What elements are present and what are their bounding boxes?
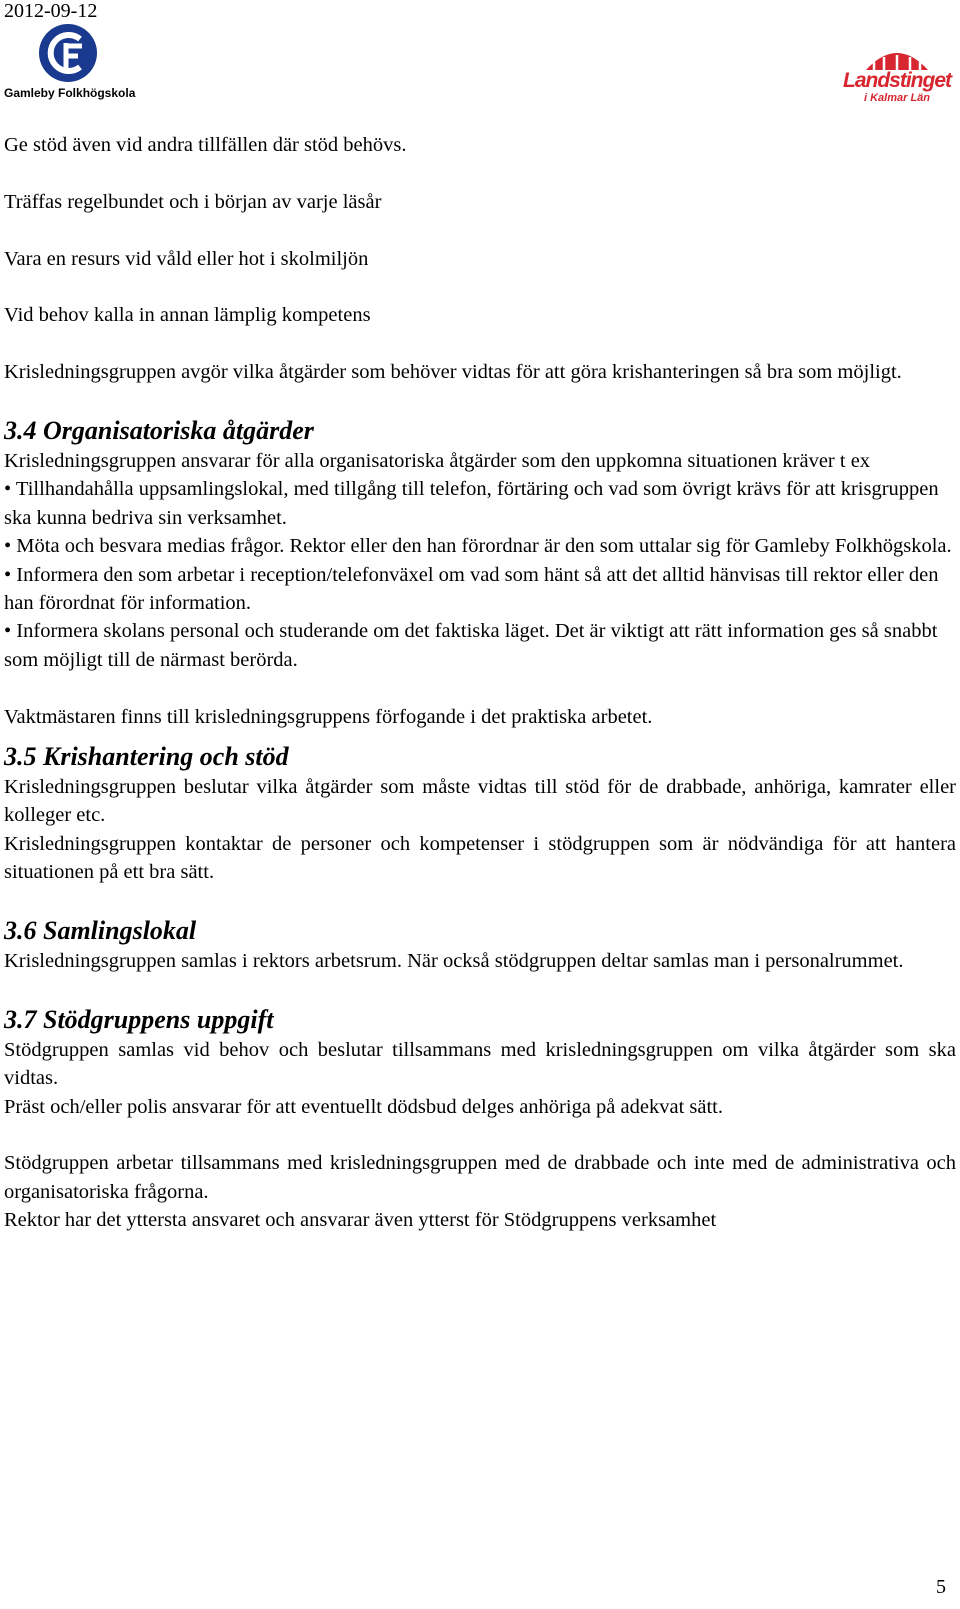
section-3-7-paragraph: Präst och/eller polis ansvarar för att eventuellt dödsbud delges anhöriga på adekvat sätt. [4,1095,723,1118]
section-3-7-paragraph: Stödgruppen samlas vid behov och beslutar tillsammans med krisledningsgruppen om vilka åtgärder som ska vidtas. [4,1038,956,1090]
section-3-7-heading: 3.7 Stödgruppens uppgift [4,1004,274,1034]
landstinget-logo-icon [860,44,934,70]
landstinget-logo [838,44,956,108]
document-date: 2012-09-12 [4,0,98,22]
section-3-4-intro: Krisledningsgruppen ansvarar för alla organisatoriska åtgärder som den uppkomna situationen kräver t ex [4,449,871,472]
section-3-4-bullet: • Informera den som arbetar i reception/telefonväxel om vad som hänt så att det alltid hänvisas till rektor eller den han förordnat för information. [4,563,939,615]
gamleby-logo [2,20,137,104]
section-3-6-paragraph: Krisledningsgruppen samlas i rektors arbetsrum. När också stödgruppen deltar samlas man i personalrummet. [4,950,904,973]
section-3-5-paragraph: Krisledningsgruppen kontaktar de personer och kompetenser i stödgruppen som är nödvändiga för att hantera situationen på ett bra sätt. [4,832,956,884]
landstinget-logo-subtext: i Kalmar Län [863,92,931,104]
page-number: 5 [936,1576,946,1598]
landstinget-logo-text: Landstinget [843,69,951,92]
section-3-5-heading: 3.5 Krishantering och stöd [4,742,289,772]
document-body [4,131,956,1235]
section-3-4-bullet: • Tillhandahålla uppsamlingslokal, med tillgång till telefon, förtäring och vad som övrigt krävs för att krisgruppen ska kunna bedriva sin verksamhet. [4,478,939,529]
section-3-7-paragraph: Rektor har det yttersta ansvaret och ansvarar även ytterst för Stödgruppens verksamhet [4,1209,717,1232]
intro-line-2: Träffas regelbundet och i början av varje läsår [4,190,382,213]
section-3-4-bullet: • Möta och besvara medias frågor. Rektor eller den han förordnar är den som uttalar sig för Gamleby Folkhögskola. [4,535,952,558]
intro-line-4: Vid behov kalla in annan lämplig kompetens [4,304,371,327]
section-3-4-closing: Vaktmästaren finns till krisledningsgruppens förfogande i det praktiska arbetet. [4,705,653,728]
gamleby-logo-text: Gamleby Folkhögskola [4,86,136,100]
section-3-7-paragraph: Stödgruppen arbetar tillsammans med krisledningsgruppen med de drabbade och inte med de administrativa och organisatoriska frågorna. [4,1152,956,1203]
section-3-5-paragraph: Krisledningsgruppen beslutar vilka åtgärder som måste vidtas till stöd för de drabbade, anhöriga, kamrater eller kolleger etc. [4,776,956,827]
intro-line-1: Ge stöd även vid andra tillfällen där stöd behövs. [4,134,407,156]
section-3-4-heading: 3.4 Organisatoriska åtgärder [4,415,314,445]
intro-line-5: Krisledningsgruppen avgör vilka åtgärder som behöver vidtas för att göra krishanteringen så bra som möjligt. [4,361,902,384]
section-3-4-bullet: • Informera skolans personal och studerande om det faktiska läget. Det är viktigt att rätt information ges så snabbt som möjligt till de närmast berörda. [4,620,938,671]
intro-line-3: Vara en resurs vid våld eller hot i skolmiljön [4,247,369,270]
gamleby-folkhogskola-logo-icon [36,22,100,84]
section-3-6-heading: 3.6 Samlingslokal [4,916,197,946]
